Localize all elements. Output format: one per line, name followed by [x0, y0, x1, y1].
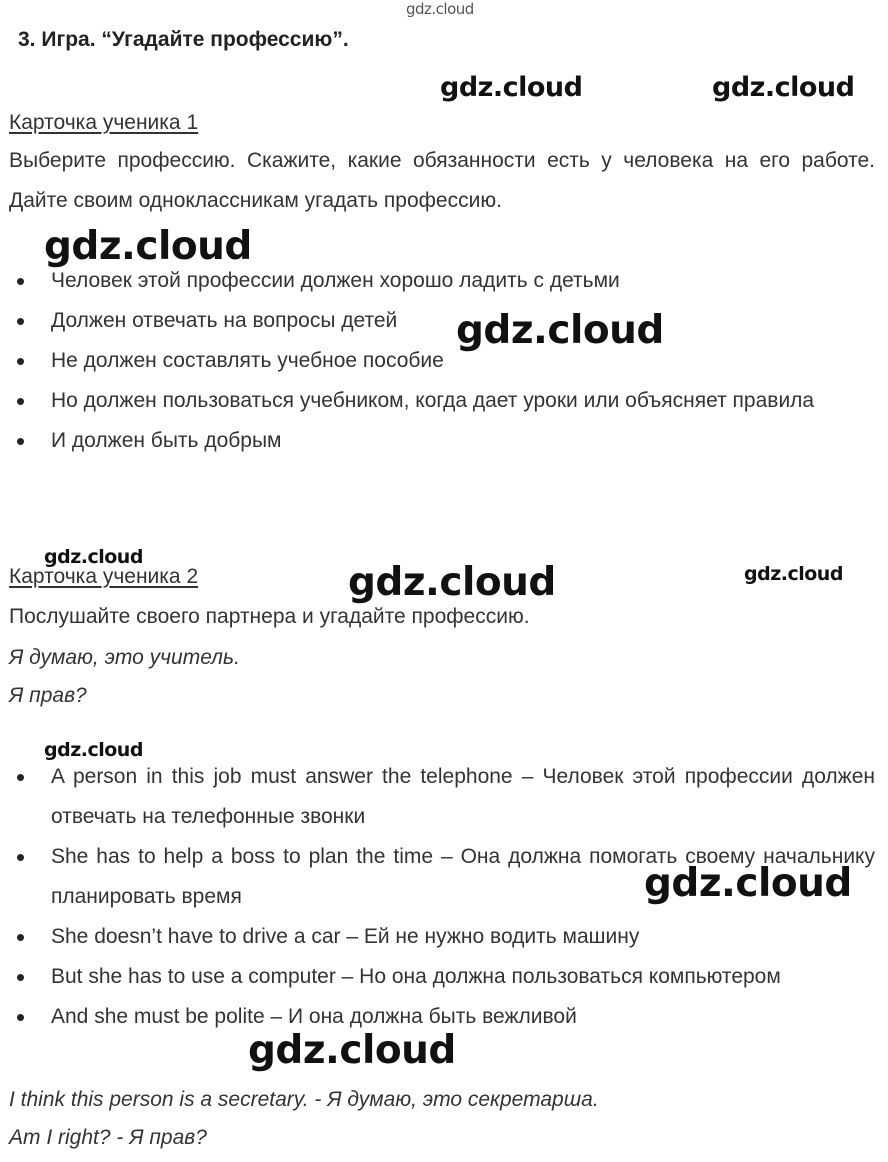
watermark: gdz.cloud: [440, 72, 583, 103]
bullet-icon: [17, 974, 24, 981]
list-item: She doesn’t have to drive a car – Ей не нужно водить машину: [0, 917, 875, 957]
watermark: gdz.cloud: [248, 1028, 456, 1073]
card2-bullet-list: [0, 757, 888, 1037]
list-item: And she must be polite – И она должна быть вежливой: [0, 997, 875, 1037]
watermark: gdz.cloud: [44, 739, 143, 761]
watermark: gdz.cloud: [644, 861, 852, 906]
list-item: Человек этой профессии должен хорошо ладить с детьми: [0, 261, 875, 301]
card1-instruction: Выберите профессию. Скажите, какие обязанности есть у человека на его работе. Дайте своим одноклассникам угадать профессию.: [9, 149, 875, 212]
bullet-icon: [17, 318, 24, 325]
card2-question: Я прав?: [9, 684, 87, 707]
list-item: Должен отвечать на вопросы детей: [0, 301, 875, 341]
list-item: Не должен составлять учебное пособие: [0, 341, 875, 381]
bullet-icon: [17, 1014, 24, 1021]
watermark: gdz.cloud: [44, 546, 143, 568]
list-item: A person in this job must answer the telephone – Человек этой профессии должен отвечать на телефонные звонки: [0, 757, 875, 837]
exercise-heading: 3. Игра. “Угадайте профессию”.: [18, 28, 349, 51]
bullet-icon: [17, 438, 24, 445]
list-item: И должен быть добрым: [0, 421, 875, 461]
list-item: She has to help a boss to plan the time – Она должна помогать своему начальнику планировать время: [0, 837, 875, 917]
bullet-icon: [17, 278, 24, 285]
watermark: gdz.cloud: [348, 560, 556, 605]
list-item: Но должен пользоваться учебником, когда дает уроки или объясняет правила: [0, 381, 875, 421]
card2-guess: Я думаю, это учитель.: [9, 646, 240, 669]
bullet-icon: [17, 934, 24, 941]
bullet-icon: [17, 774, 24, 781]
card2-answer: I think this person is a secretary. - Я думаю, это секретарша.: [9, 1088, 599, 1111]
watermark: gdz.cloud: [712, 72, 855, 103]
bullet-icon: [17, 358, 24, 365]
bullet-icon: [17, 854, 24, 861]
card2-title: Карточка ученика 2: [9, 565, 199, 588]
card1-bullet-list: [0, 261, 888, 461]
watermark: gdz.cloud: [744, 563, 843, 585]
bullet-icon: [17, 398, 24, 405]
card2-instruction: Послушайте своего партнера и угадайте профессию.: [9, 605, 530, 628]
card2-answer-question: Am I right? - Я прав?: [9, 1126, 207, 1149]
watermark: gdz.cloud: [44, 224, 252, 269]
list-item: But she has to use a computer – Но она должна пользоваться компьютером: [0, 957, 875, 997]
watermark: gdz.cloud: [406, 0, 474, 18]
watermark: gdz.cloud: [456, 308, 664, 353]
card1-title: Карточка ученика 1: [9, 111, 199, 134]
